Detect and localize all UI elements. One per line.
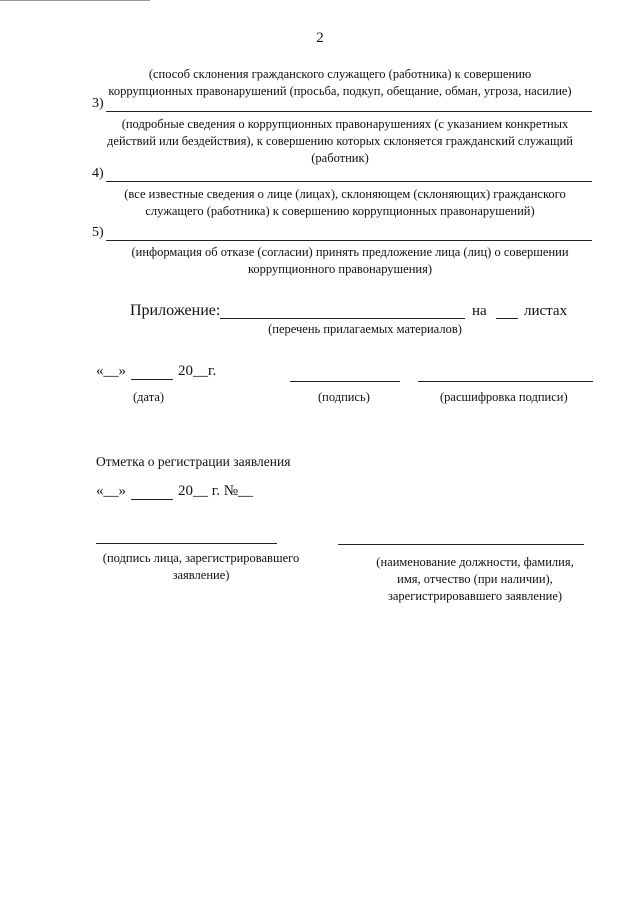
date-day-field: «__»: [96, 363, 126, 379]
item5-number: 5): [92, 225, 104, 240]
item5-caption-line2: коррупционного правонарушения): [247, 262, 432, 276]
registrar-position-caption-line3: зарегистрировавшего заявление): [387, 589, 563, 603]
signature-line[interactable]: [290, 381, 400, 382]
registrar-position-caption-line1: (наименование должности, фамилия,: [376, 555, 574, 569]
item3-number: 3): [92, 96, 104, 111]
signature-decryption-line[interactable]: [418, 381, 593, 382]
registration-title: Отметка о регистрации заявления: [96, 454, 291, 469]
attachment-list-line[interactable]: [220, 318, 465, 319]
item3-caption-line2: действий или бездействия), к совершению которых склоняется гражданский служащий: [107, 134, 573, 148]
item2-caption-line1: (способ склонения гражданского служащего (работника) к совершению: [148, 67, 532, 81]
item2-caption-line2: коррупционных правонарушений (просьба, подкуп, обещание, обман, угроза, насилие): [108, 84, 572, 98]
item4-caption-line1: (все известные сведения о лице (лицах), склоняющем (склоняющих) гражданского: [124, 187, 566, 201]
registration-date-month-line[interactable]: [131, 499, 173, 500]
registrar-signature-caption-line1: (подпись лица, зарегистрировавшего: [102, 551, 300, 565]
item3-fill-line[interactable]: [106, 111, 592, 112]
item5-fill-line[interactable]: [106, 240, 592, 241]
attachment-caption: (перечень прилагаемых материалов): [268, 322, 462, 336]
signature-caption: (подпись): [318, 390, 370, 404]
item4-fill-line[interactable]: [106, 181, 592, 182]
registrar-position-line[interactable]: [338, 544, 584, 545]
attachment-label: Приложение:: [130, 302, 221, 319]
attachment-pages-label: листах: [524, 303, 568, 319]
registration-date-day-field: «__»: [96, 483, 126, 499]
registrar-position-caption-line2: имя, отчество (при наличии),: [397, 572, 553, 586]
item3-caption-line3: (работник): [311, 151, 369, 165]
item4-number: 4): [92, 166, 104, 181]
registrar-signature-line[interactable]: [96, 543, 277, 544]
item4-caption-line2: служащего (работника) к совершению коррупционных правонарушений): [145, 204, 535, 218]
attachment-pages-line[interactable]: [496, 318, 518, 319]
date-caption: (дата): [133, 390, 165, 404]
item5-caption-line1: (информация об отказе (согласии) принять предложение лица (лиц) о совершении: [131, 245, 569, 259]
date-month-line[interactable]: [131, 379, 173, 380]
item3-caption-line1: (подробные сведения о коррупционных правонарушениях (с указанием конкретных: [121, 117, 569, 131]
attachment-on-label: на: [472, 303, 487, 319]
page-number: 2: [316, 30, 324, 46]
signature-decryption-caption: (расшифровка подписи): [440, 390, 568, 404]
scan-edge-mark: [0, 0, 150, 3]
registrar-signature-caption-line2: заявление): [172, 568, 230, 582]
date-year-field: 20__г.: [178, 363, 217, 379]
registration-year-number-field: 20__ г. №__: [178, 483, 254, 499]
